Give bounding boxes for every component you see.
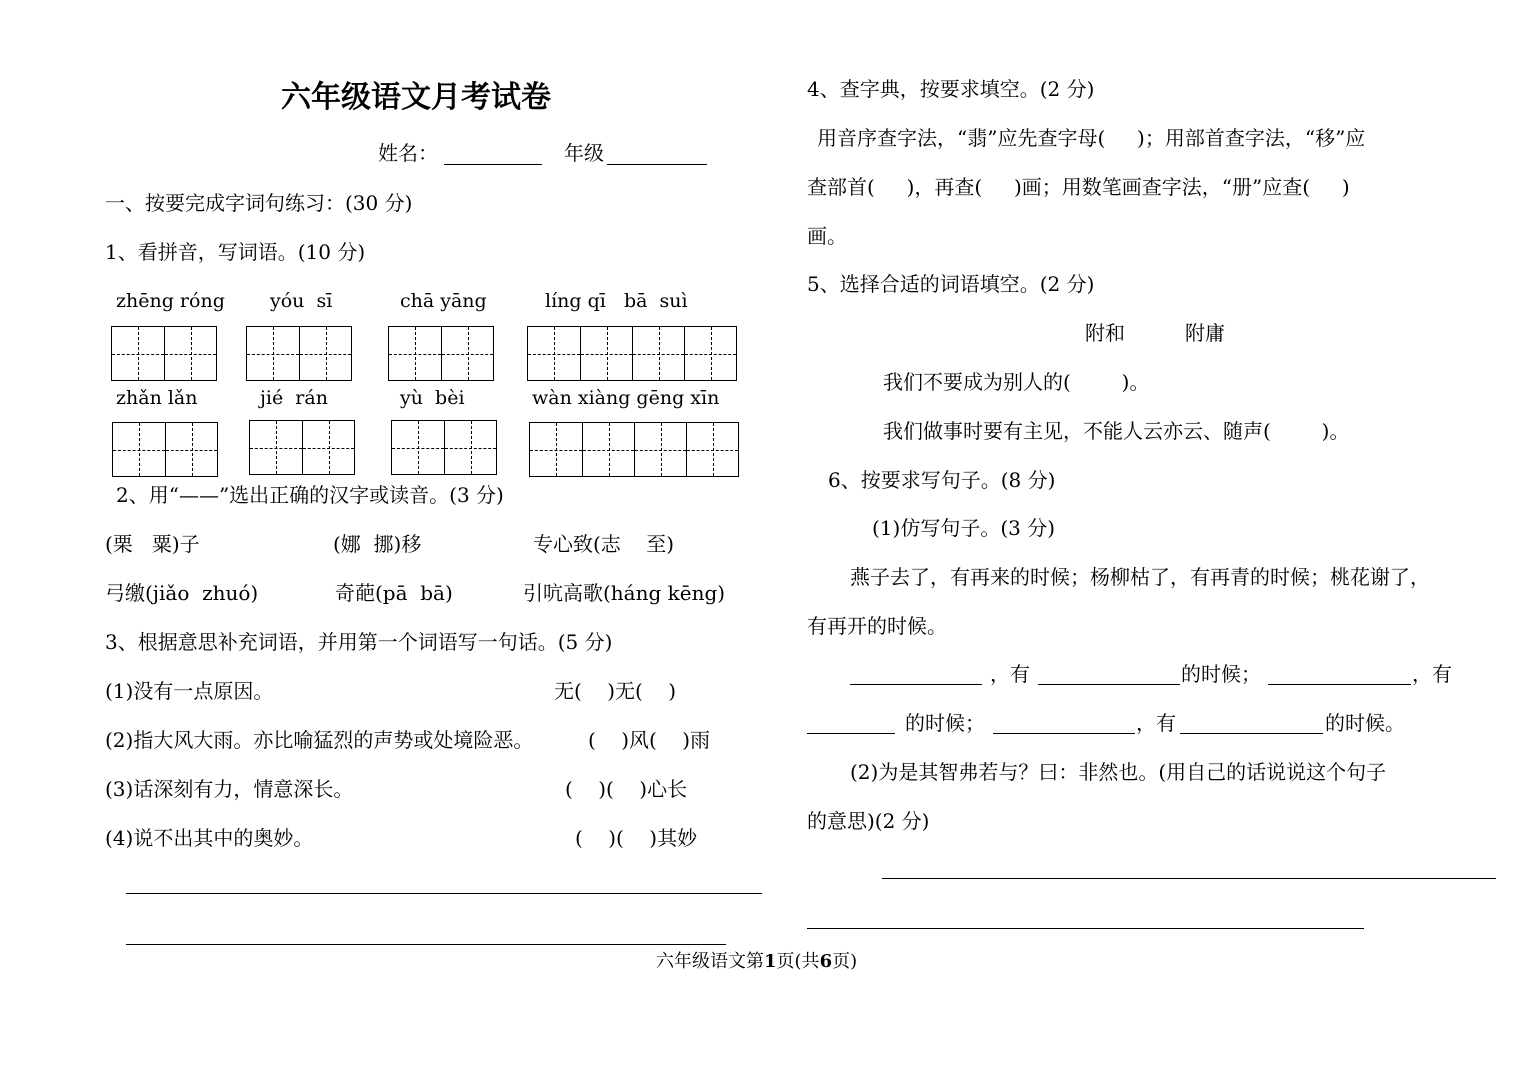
q6-fill-blank-2[interactable] [1038,684,1180,685]
grade-label: 年级 [564,141,604,165]
pinyin-1: zhēng róng [116,290,225,312]
pinyin-2: yóu sī [270,290,333,312]
footer-page-number: 1 [764,951,777,972]
q2-item-3[interactable]: 专心致(志 至) [533,532,675,556]
q3-answer-line-1[interactable] [126,893,762,894]
q2-item-4[interactable]: 弓缴(jiǎo zhuó) [105,581,259,605]
q3-blank-2[interactable]: ( )风( )雨 [588,728,711,752]
q2-item-6[interactable]: 引吭高歌(háng kēng) [523,581,726,605]
q6-fill-text-4: 的时候； [905,711,985,735]
pinyin-6: jié rán [260,387,328,409]
q1-title: 1、看拼音，写词语。(10 分) [105,240,366,264]
q6-title: 6、按要求写句子。(8 分) [828,468,1056,492]
writing-box-6[interactable] [249,420,355,475]
q3-answer-line-2[interactable] [126,944,726,945]
writing-box-2[interactable] [246,326,352,381]
q3-title: 3、根据意思补充词语，并用第一个词语写一句话。(5 分) [105,630,613,654]
writing-box-5[interactable] [112,422,218,477]
q6-example-line-1: 燕子去了，有再来的时候；杨柳枯了，有再青的时候；桃花谢了， [850,565,1430,589]
writing-box-1[interactable] [111,326,217,381]
grade-blank[interactable] [607,164,707,165]
q6-sub2-line-2: 的意思)(2 分) [807,809,930,833]
q6-example-line-2: 有再开的时候。 [807,614,947,638]
q6-fill-text-5: ，有 [1136,711,1176,735]
q6-fill-text-1: ，有 [990,662,1030,686]
pinyin-3: chā yāng [400,290,487,312]
q3-blank-1[interactable]: 无( )无( ) [554,679,677,703]
name-blank[interactable] [444,164,542,165]
q3-blank-3[interactable]: ( )( )心长 [565,777,688,801]
q6-fill-blank-5[interactable] [993,733,1135,734]
exam-title: 六年级语文月考试卷 [281,80,551,115]
q6-sub2-line-1: (2)为是其智弗若与？曰：非然也。(用自己的话说说这个句子 [850,760,1387,784]
q4-line-3: 画。 [807,224,847,248]
pinyin-7: yù bèi [400,387,465,409]
pinyin-5: zhǎn lǎn [116,387,198,409]
q6-answer-line-2[interactable] [807,928,1364,929]
q6-fill-text-2: 的时候； [1181,662,1261,686]
q5-sentence-1[interactable]: 我们不要成为别人的( )。 [883,370,1150,394]
q6-fill-text-3: ，有 [1412,662,1452,686]
writing-box-3[interactable] [388,326,494,381]
name-label: 姓名： [378,141,438,165]
q2-title: 2、用“——”选出正确的汉字或读音。(3 分) [116,483,504,507]
footer-total-pages: 6 [819,951,833,972]
q2-item-5[interactable]: 奇葩(pā bā) [335,581,453,605]
q3-blank-4[interactable]: ( )( )其妙 [575,826,698,850]
q2-item-1[interactable]: (栗 粟)子 [105,532,200,556]
q4-line-2[interactable]: 查部首( )，再查( )画；用数笔画查字法，“册”应查( ) [807,175,1350,199]
q3-meaning-4: (4)说不出其中的奥妙。 [105,826,314,850]
q3-meaning-3: (3)话深刻有力，情意深长。 [105,777,354,801]
section1-heading: 一、按要完成字词句练习：(30 分) [105,191,413,215]
q6-fill-blank-6[interactable] [1180,733,1323,734]
q5-option-2: 附庸 [1185,321,1225,345]
q6-sub1-title: (1)仿写句子。(3 分) [872,516,1056,540]
q6-fill-blank-4[interactable] [807,733,895,734]
footer-prefix: 六年级语文第 [656,951,764,972]
q5-option-1: 附和 [1085,321,1125,345]
writing-box-8[interactable] [529,422,739,477]
q3-meaning-1: (1)没有一点原因。 [105,679,274,703]
footer-suffix: 页) [832,951,858,972]
q4-title: 4、查字典，按要求填空。(2 分) [807,77,1095,101]
page-footer [656,953,857,971]
q6-fill-blank-1[interactable] [850,684,982,685]
pinyin-8: wàn xiàng gēng xīn [532,387,720,409]
q6-fill-text-6: 的时候。 [1325,711,1405,735]
q5-sentence-2[interactable]: 我们做事时要有主见，不能人云亦云、随声( )。 [883,419,1350,443]
q6-fill-blank-3[interactable] [1268,684,1411,685]
q4-line-1[interactable]: 用音序查字法，“翡”应先查字母( )；用部首查字法，“移”应 [817,126,1366,150]
writing-box-4[interactable] [527,326,737,381]
q6-answer-line-1[interactable] [882,878,1496,879]
q2-item-2[interactable]: (娜 挪)移 [333,532,422,556]
q5-title: 5、选择合适的词语填空。(2 分) [807,272,1095,296]
q3-meaning-2: (2)指大风大雨。亦比喻猛烈的声势或处境险恶。 [105,728,534,752]
footer-middle: 页(共 [776,951,820,972]
pinyin-4: líng qī bā suì [545,290,688,312]
writing-box-7[interactable] [391,420,497,475]
